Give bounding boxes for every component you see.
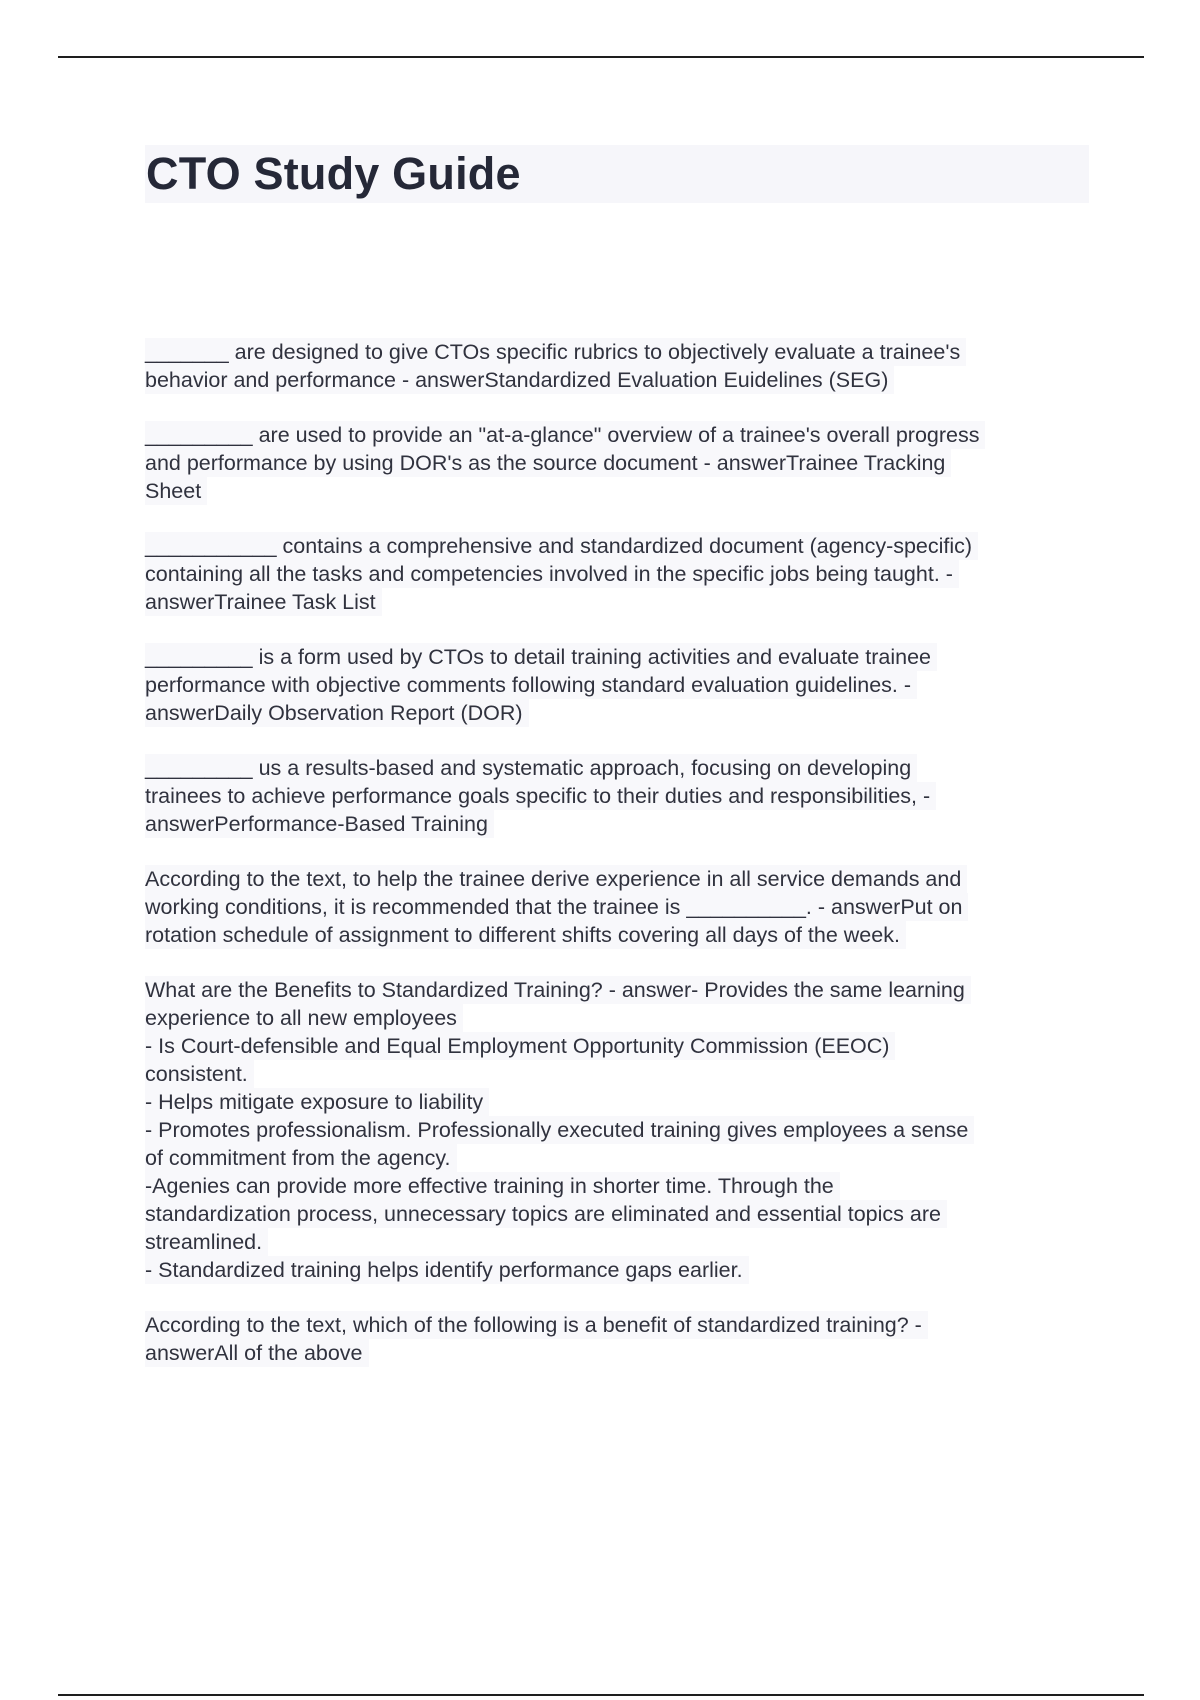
qa-line: answerTrainee Task List (145, 588, 382, 616)
qa-line: ___________ contains a comprehensive and standardized document (agency-specific) (145, 532, 978, 560)
qa-line: streamlined. (145, 1228, 268, 1256)
qa-line: answerDaily Observation Report (DOR) (145, 699, 529, 727)
qa-item (145, 865, 1095, 949)
qa-line: - Is Court-defensible and Equal Employment Opportunity Commission (EEOC) (145, 1032, 895, 1060)
qa-item (145, 1311, 1095, 1367)
qa-line: consistent. (145, 1060, 254, 1088)
qa-line: According to the text, which of the following is a benefit of standardized training? - (145, 1311, 928, 1339)
qa-line: standardization process, unnecessary topics are eliminated and essential topics are (145, 1200, 947, 1228)
qa-line: _______ are designed to give CTOs specific rubrics to objectively evaluate a trainee's (145, 338, 966, 366)
qa-line: trainees to achieve performance goals specific to their duties and responsibilities, - (145, 782, 936, 810)
qa-line: _________ are used to provide an "at-a-glance" overview of a trainee's overall progress (145, 421, 985, 449)
qa-line: - Promotes professionalism. Professionally executed training gives employees a sense (145, 1116, 974, 1144)
qa-line: _________ is a form used by CTOs to detail training activities and evaluate trainee (145, 643, 937, 671)
qa-line: experience to all new employees (145, 1004, 463, 1032)
bottom-rule (58, 1694, 1144, 1696)
qa-line: -Agenies can provide more effective training in shorter time. Through the (145, 1172, 840, 1200)
study-guide-content (145, 338, 1095, 1394)
qa-line: Sheet (145, 477, 207, 505)
qa-line: - Helps mitigate exposure to liability (145, 1088, 489, 1116)
qa-line: performance with objective comments following standard evaluation guidelines. - (145, 671, 917, 699)
qa-line: containing all the tasks and competencies involved in the specific jobs being taught. - (145, 560, 959, 588)
qa-line: - Standardized training helps identify performance gaps earlier. (145, 1256, 749, 1284)
qa-line: and performance by using DOR's as the source document - answerTrainee Tracking (145, 449, 951, 477)
qa-line: _________ us a results-based and systematic approach, focusing on developing (145, 754, 917, 782)
qa-item (145, 532, 1095, 616)
qa-line: answerPerformance-Based Training (145, 810, 494, 838)
qa-line: rotation schedule of assignment to different shifts covering all days of the week. (145, 921, 906, 949)
qa-item (145, 643, 1095, 727)
qa-item (145, 976, 1095, 1284)
qa-item (145, 421, 1095, 505)
qa-line: of commitment from the agency. (145, 1144, 457, 1172)
qa-line: behavior and performance - answerStandardized Evaluation Euidelines (SEG) (145, 366, 894, 394)
qa-item (145, 754, 1095, 838)
top-rule (58, 56, 1144, 58)
qa-line: What are the Benefits to Standardized Training? - answer- Provides the same learning (145, 976, 971, 1004)
qa-item (145, 338, 1095, 394)
page-title: CTO Study Guide (146, 148, 521, 199)
qa-line: answerAll of the above (145, 1339, 369, 1367)
qa-line: According to the text, to help the trainee derive experience in all service demands and (145, 865, 967, 893)
qa-line: working conditions, it is recommended that the trainee is __________. - answerPut on (145, 893, 968, 921)
